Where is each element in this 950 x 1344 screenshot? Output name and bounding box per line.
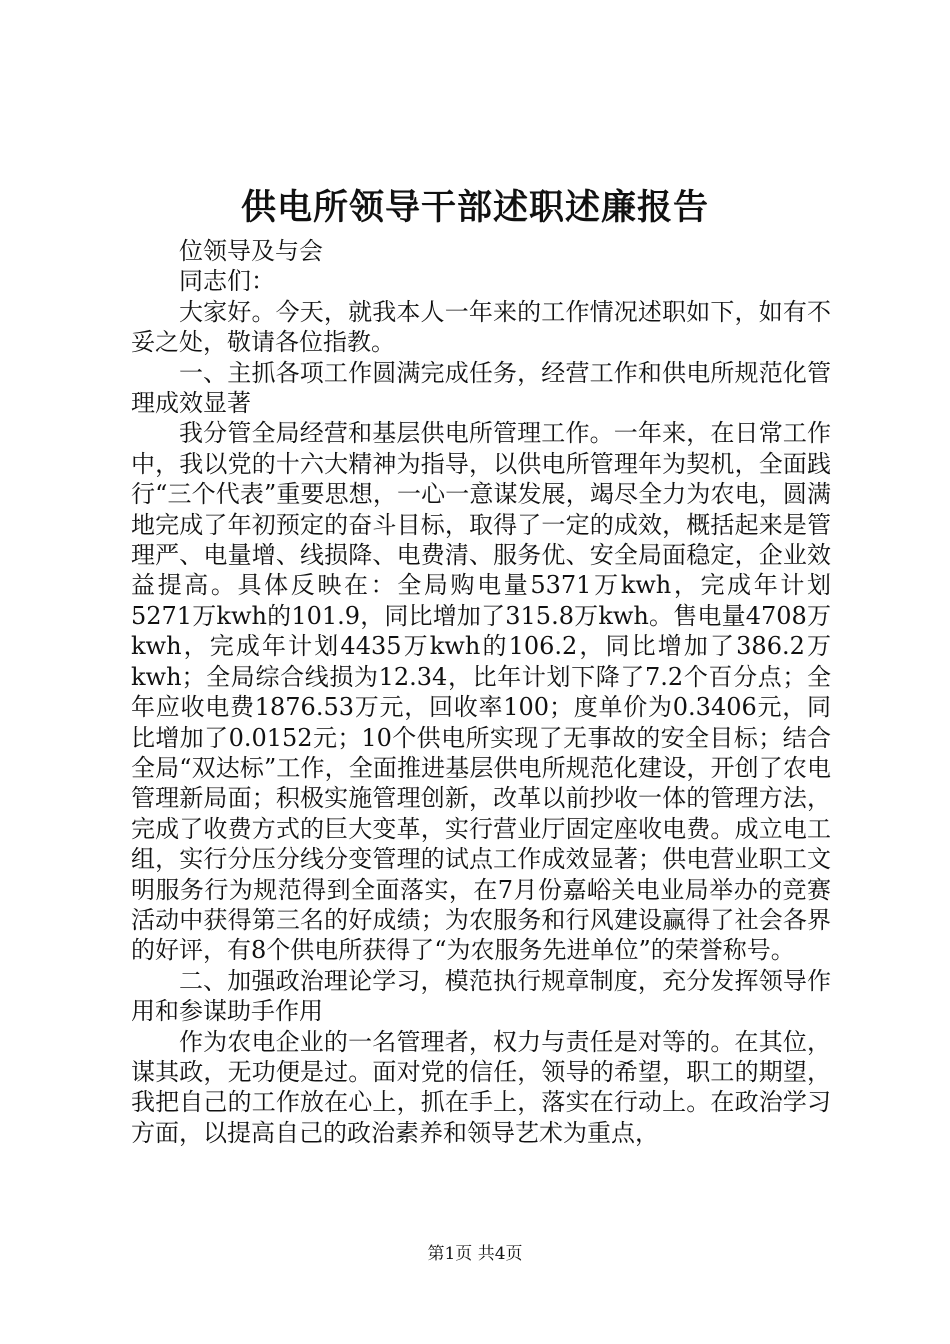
salutation-line-1: 位领导及与会 <box>179 237 323 265</box>
document-title: 供电所领导干部述职述廉报告 <box>240 187 709 228</box>
document-body <box>131 236 831 1148</box>
section-heading-2: 二、加强政治理论学习，模范执行规章制度，充分发挥领导作用和参谋助手作用 <box>131 966 831 1026</box>
section-body-1: 我分管全局经营和基层供电所管理工作。一年来，在日常工作中，我以党的十六大精神为指导，以供电所管理年为契机，全面践行“三个代表”重要思想，一心一意谋发展，竭尽全力为农电，圆满地完成了年初预定的奋斗目标，取得了一定的成效，概括起来是管理严、电量增、线损降、电费清、服务优、安全局面稳定，企业效益提高。具体反映在：全局购电量5371万kwh，完成年计划5271万kwh的101.9，同比增加了315.8万kwh。售电量4708万kwh，完成年计划4435万kwh的106.2，同比增加了386.2万kwh；全局综合线损为12.34，比年计划下降了7.2个百分点；全年应收电费1876.53万元，回收率100；度单价为0.3406元，同比增加了0.0152元；10个供电所实现了无事故的安全目标；结合全局“双达标”工作，全面推进基层供电所规范化建设，开创了农电管理新局面；积极实施管理创新，改革以前抄收一体的管理方法，完成了收费方式的巨大变革，实行营业厅固定座收电费。成立电工组，实行分压分线分变管理的试点工作成效显著；供电营业职工文明服务行为规范得到全面落实，在7月份嘉峪关电业局举办的竞赛活动中获得第三名的好成绩；为农服务和行风建设赢得了社会各界的好评，有8个供电所获得了“为农服务先进单位”的荣誉称号。 <box>131 419 831 965</box>
salutation-line-2: 同志们： <box>179 267 275 296</box>
opening-paragraph: 大家好。今天，就我本人一年来的工作情况述职如下，如有不妥之处，敬请各位指教。 <box>131 297 831 357</box>
section-body-2: 作为农电企业的一名管理者，权力与责任是对等的。在其位，谋其政，无功便是过。面对党的信任，领导的希望，职工的期望，我把自己的工作放在心上，抓在手上，落实在行动上。在政治学习方面，以提高自己的政治素养和领导艺术为重点， <box>131 1027 831 1147</box>
page-footer: 第1页 共4页 <box>427 1244 523 1264</box>
section-heading-1: 一、主抓各项工作圆满完成任务，经营工作和供电所规范化管理成效显著 <box>131 358 831 418</box>
